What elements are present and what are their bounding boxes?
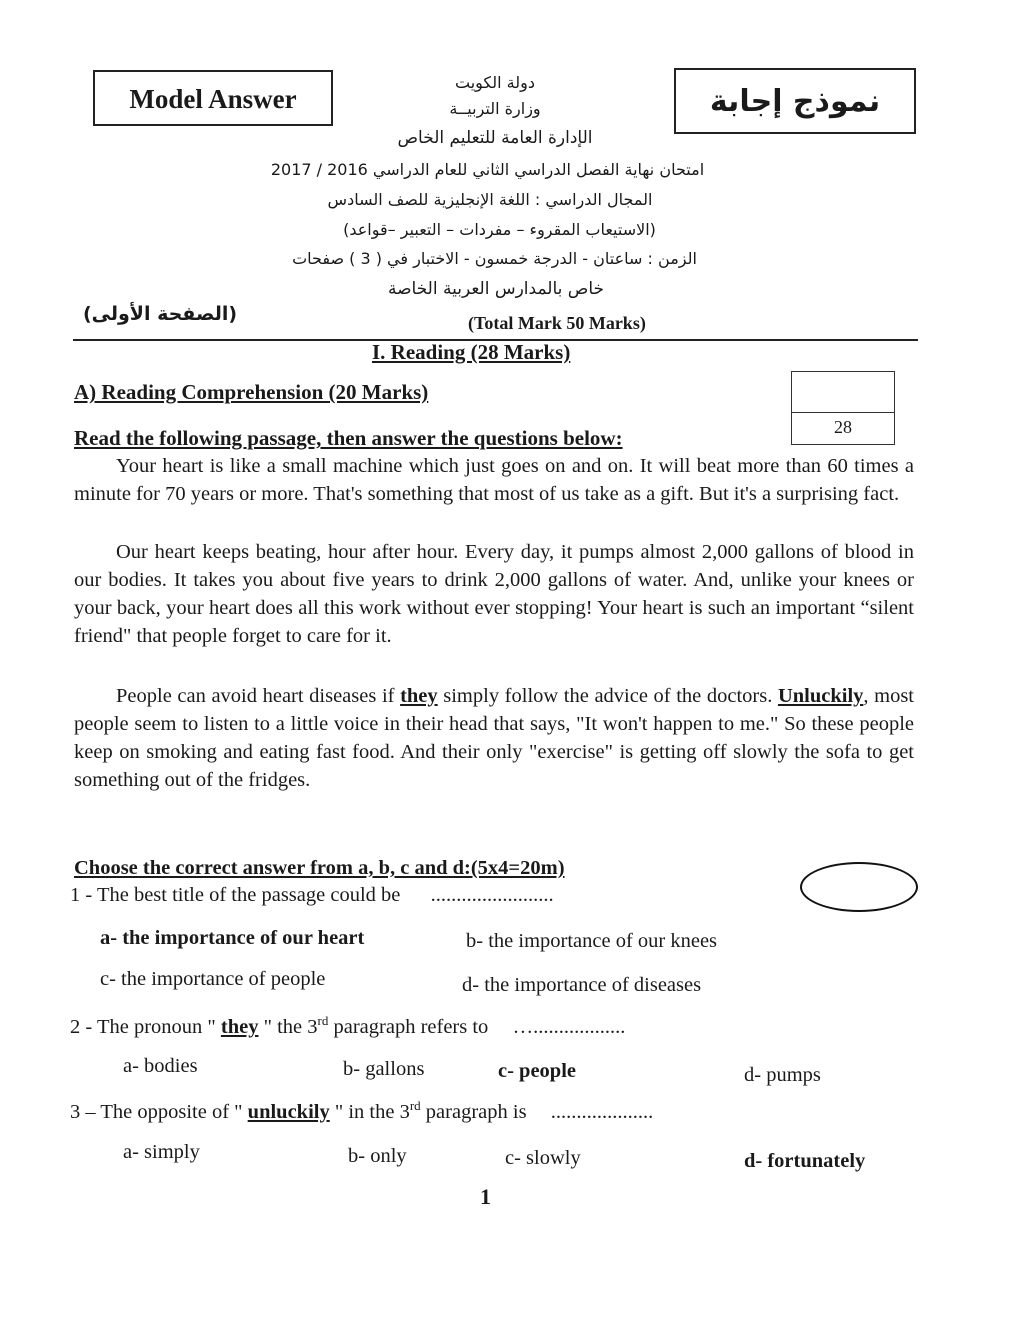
question-3-word: unluckily xyxy=(247,1100,330,1123)
special-schools-line: خاص بالمدارس العربية الخاصة xyxy=(387,279,605,299)
question-1-text: 1 - The best title of the passage could be xyxy=(70,884,401,906)
subject-line: المجال الدراسي : اللغة الإنجليزية للصف السادس xyxy=(327,190,653,209)
paragraph-2-text: Our heart keeps beating, hour after hour. Every day, it pumps almost 2,000 gallons of blood in our bodies. It takes you about five years to drink 2,000 gallons of water. And, unlike your knees or your back, your heart does all this work without ever stopping! Your heart is such an important “silent friend" that people forget to care for it. xyxy=(74,541,914,647)
section-title: I. Reading (28 Marks) xyxy=(372,340,571,364)
directorate-name: الإدارة العامة للتعليم الخاص xyxy=(397,128,593,148)
passage-instruction: Read the following passage, then answer the questions below: xyxy=(74,426,623,450)
q2-option-a: a- bodies xyxy=(123,1055,198,1077)
exam-parts: (الاستيعاب المقروء – مفردات – التعبير –قواعد) xyxy=(343,220,656,239)
ministry-name: وزارة التربيــة xyxy=(449,99,541,118)
question-2-post: paragraph refers to xyxy=(328,1015,489,1038)
question-2-mid: " the 3 xyxy=(258,1015,318,1038)
page-label-arabic: (الصفحة الأولى) xyxy=(82,303,238,325)
questions-heading: Choose the correct answer from a, b, c and d:(5x4=20m) xyxy=(74,857,565,879)
question-2-word: they xyxy=(220,1015,259,1038)
model-answer-arabic-box xyxy=(674,68,916,134)
question-2-sup: rd xyxy=(317,1013,329,1028)
q3-option-c: c- slowly xyxy=(505,1147,581,1169)
model-answer-arabic-label: نموذج إجابة xyxy=(709,83,881,119)
question-3-blank: .................... xyxy=(550,1100,654,1123)
q3-option-d: d- fortunately xyxy=(744,1150,866,1172)
q1-option-c: c- the importance of people xyxy=(100,968,326,990)
question-2 xyxy=(70,1013,625,1039)
question-1-blank: ........................ xyxy=(430,884,554,906)
paragraph-3-text-a: People can avoid heart diseases if xyxy=(116,685,401,707)
passage-paragraph-1 xyxy=(74,452,914,508)
q2-option-d: d- pumps xyxy=(744,1064,821,1086)
passage-paragraph-3 xyxy=(74,682,914,794)
q1-option-d: d- the importance of diseases xyxy=(462,974,702,996)
q2-option-c: c- people xyxy=(498,1060,576,1082)
question-2-blank: ….................. xyxy=(512,1015,626,1038)
exam-time-line: الزمن : ساعتان - الدرجة خمسون - الاختبار في ( 3 ) صفحات xyxy=(292,249,697,268)
paragraph-3-text-c: , most people seem to listen to a little voice in their head that says, "It won't happen to me." So these people keep on smoking and eating fast food. And their only "exercise" is getting off slowly the sofa to get something out of the fridges. xyxy=(74,685,915,791)
question-3-post: paragraph is xyxy=(420,1100,527,1123)
question-3-pre: 3 – The opposite of " xyxy=(70,1100,248,1123)
score-divider xyxy=(792,412,894,413)
word-unluckily: Unluckily xyxy=(777,685,864,707)
question-3-mid: " in the 3 xyxy=(329,1100,410,1123)
paragraph-3-text-b: simply follow the advice of the doctors. xyxy=(437,685,778,707)
total-mark: (Total Mark 50 Marks) xyxy=(468,313,646,333)
score-box xyxy=(791,371,895,445)
model-answer-label: Model Answer xyxy=(129,83,297,114)
q1-option-a: a- the importance of our heart xyxy=(100,927,365,949)
score-value: 28 xyxy=(834,417,852,437)
passage-paragraph-2 xyxy=(74,538,914,650)
score-oval xyxy=(800,862,918,912)
paragraph-1-text: Your heart is like a small machine which just goes on and on. It will beat more than 60 times a minute for 70 years or more. That's something that most of us take as a gift. But it's a surprising fact. xyxy=(74,455,914,505)
question-1 xyxy=(70,884,554,907)
exam-title: امتحان نهاية الفصل الدراسي الثاني للعام الدراسي 2016 / 2017 xyxy=(270,160,705,179)
subsection-title: A) Reading Comprehension (20 Marks) xyxy=(74,380,429,404)
question-3 xyxy=(70,1098,653,1124)
page-number: 1 xyxy=(480,1184,491,1209)
word-they: they xyxy=(400,685,438,707)
q1-option-b: b- the importance of our knees xyxy=(466,930,718,952)
question-2-pre: 2 - The pronoun " xyxy=(70,1015,221,1038)
model-answer-box xyxy=(93,70,333,126)
q3-option-a: a- simply xyxy=(123,1141,200,1163)
state-name: دولة الكويت xyxy=(455,73,535,92)
q3-option-b: b- only xyxy=(348,1145,407,1167)
q2-option-b: b- gallons xyxy=(343,1058,425,1080)
question-3-sup: rd xyxy=(409,1098,421,1113)
